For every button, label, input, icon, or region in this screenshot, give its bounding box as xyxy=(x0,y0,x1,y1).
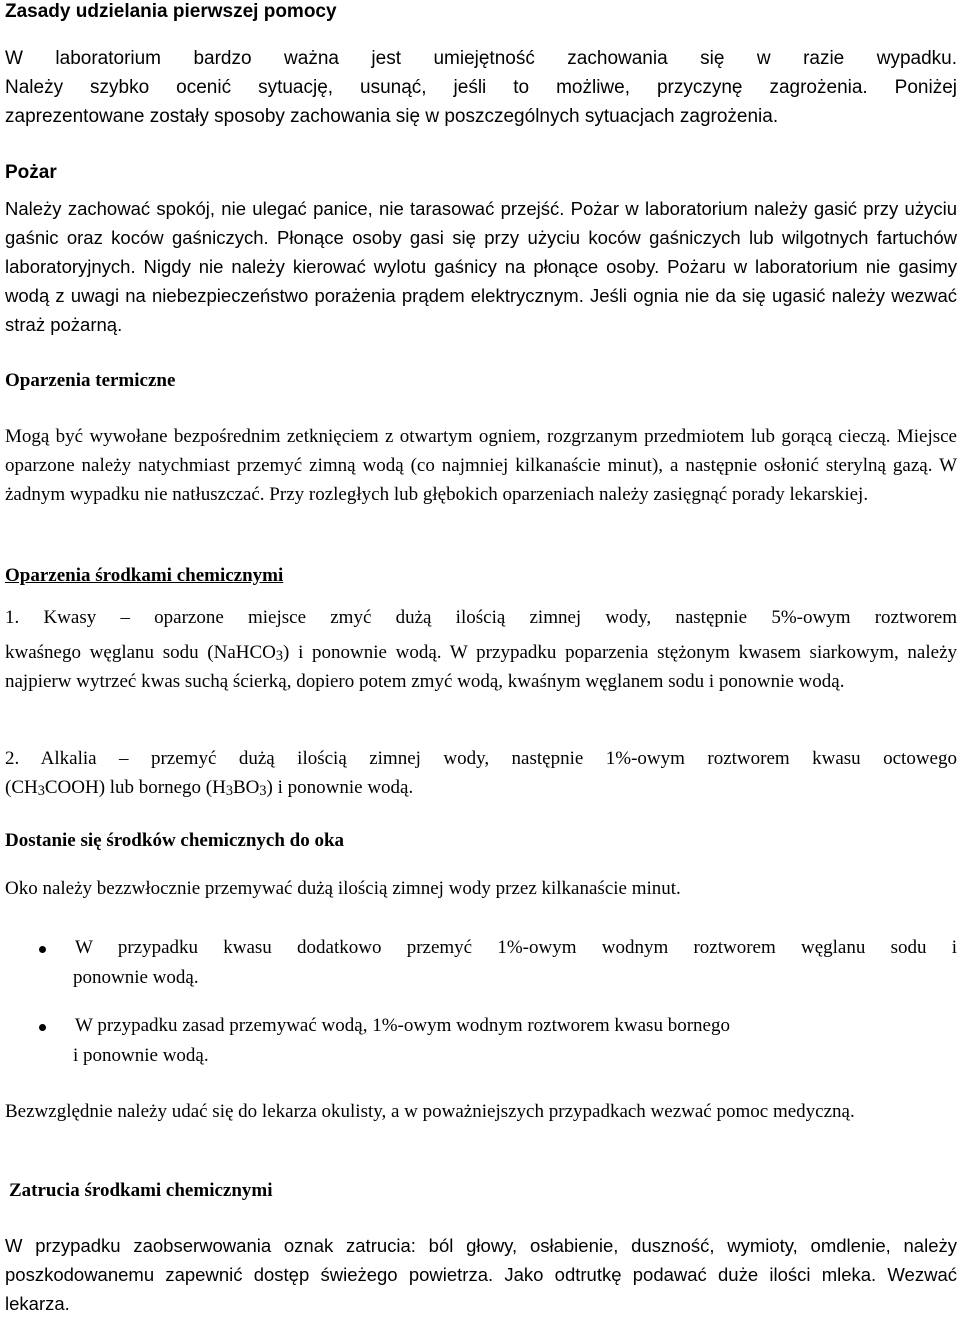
fire-paragraph: Należy zachować spokój, nie ulegać panice, nie tarasować przejść. Pożar w laboratorium należy gasić przy użyciu gaśnic oraz koców gaśniczych. Płonące osoby gasi się przy użyciu koców gaśniczych lub wilgotnych fartuchów laboratoryjnych. Nigdy nie należy kierować wylotu gaśnicy na płonące osoby. Pożaru w laboratorium nie gasimy wodą z uwagi na niebezpieczeństwo porażenia prądem elektrycznym. Jeśli ognia nie da się ugasić należy wezwać straż pożarną. xyxy=(5,198,957,335)
poisoning-heading: Zatrucia środkami chemicznymi xyxy=(9,1180,273,1201)
acids-rest: kwaśnego węglanu sodu (NaHCO$_3$) i ponownie wodą. W przypadku poparzenia stężonym kwasem siarkowym, należy najpierw wytrzeć kwas suchą ścierką, dopiero potem zmyć wodą, kwaśnym węglanem sodu i ponownie wodą. xyxy=(5,642,958,692)
acids-paragraph xyxy=(5,603,957,696)
intro-line-2: Należy szybko ocenić sytuację, usunąć, jeśli to możliwe, przyczynę zagrożenia. Poniżej xyxy=(5,77,957,98)
thermal-heading: Oparzenia termiczne xyxy=(5,370,176,391)
alkali-line-1: 2. Alkalia – przemyć dużą ilością zimnej wody, następnie 1%-owym roztworem kwasu octowego xyxy=(5,748,957,769)
page-title: Zasady udzielania pierwszej pomocy xyxy=(5,1,337,22)
eye-heading: Dostanie się środków chemicznych do oka xyxy=(5,830,345,851)
doctor-paragraph: Bezwzględnie należy udać się do lekarza okulisty, a w poważniejszych przypadkach wezwać pomoc medyczną. xyxy=(5,1101,855,1122)
fire-heading: Pożar xyxy=(5,162,57,183)
intro-paragraph xyxy=(5,44,957,131)
alkali-line-2: $(CH_3COOH)$ lub bornego $(H_3BO_3)$ i ponownie wodą. xyxy=(5,777,414,800)
intro-line-1: W laboratorium bardzo ważna jest umiejętność zachowania się w razie wypadku. xyxy=(5,48,957,69)
thermal-paragraph: Mogą być wywołane bezpośrednim zetknięciem z otwartym ogniem, rozgrzanym przedmiotem lub gorącą cieczą. Miejsce oparzone należy natychmiast przemyć zimną wodą (co najmniej kilkanaście minut), a następnie osłonić sterylną gazą. W żadnym wypadku nie natłuszczać. Przy rozległych lub głębokich oparzeniach należy zasięgnąć porady lekarskiej. xyxy=(5,426,957,505)
bullet-dot-icon xyxy=(39,1024,46,1031)
chemical-heading: Oparzenia środkami chemicznymi xyxy=(5,565,284,586)
eye-paragraph: Oko należy bezzwłocznie przemywać dużą ilością zimnej wody przez kilkanaście minut. xyxy=(5,878,681,899)
alkali-paragraph xyxy=(5,744,957,802)
acids-line-1: 1. Kwasy – oparzone miejsce zmyć dużą ilością zimnej wody, następnie 5%-owym roztworem xyxy=(5,607,957,628)
poisoning-paragraph: W przypadku zaobserwowania oznak zatrucia: ból głowy, osłabienie, duszność, wymioty, omdlenie, należy poszkodowanemu zapewnić dostęp świeżego powietrza. Jako odtrutkę podawać duże ilości mleka. Wezwać lekarza. xyxy=(5,1235,957,1314)
bullet-dot-icon xyxy=(39,946,46,953)
intro-line-3: zaprezentowane zostały sposoby zachowania się w poszczególnych sytuacjach zagrożenia. xyxy=(5,106,779,127)
